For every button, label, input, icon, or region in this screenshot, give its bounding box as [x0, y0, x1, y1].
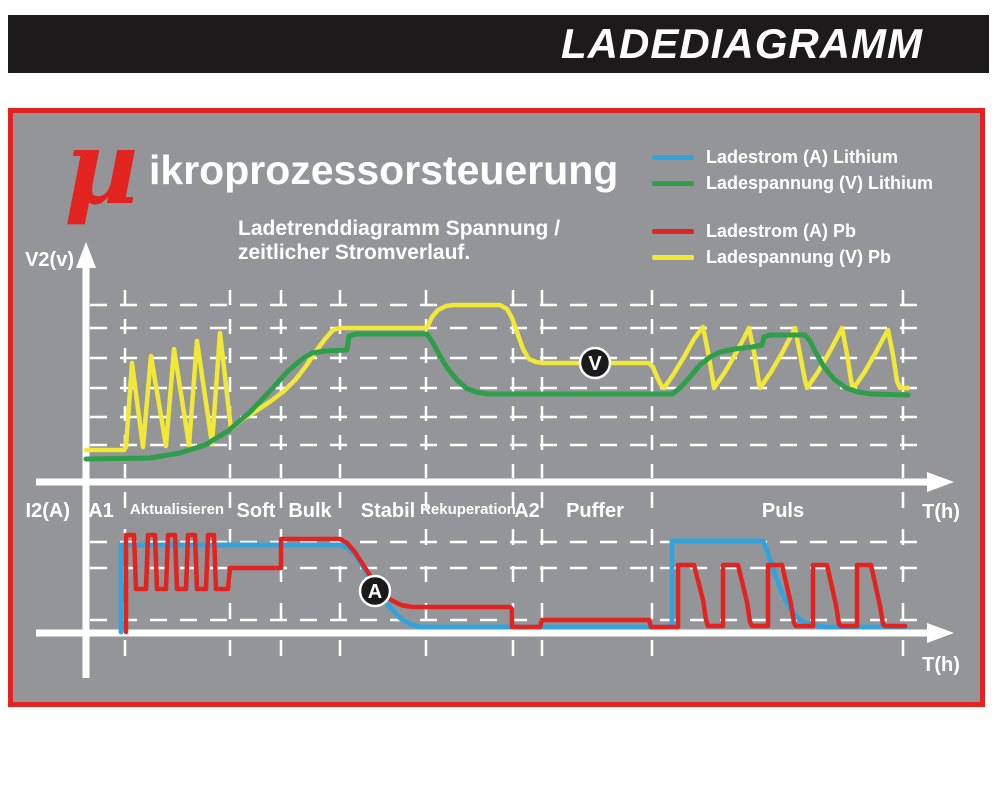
diagram-panel [8, 108, 985, 707]
phase-label-puffer: Puffer [566, 500, 624, 522]
axis-label-i2: I2(A) [25, 500, 70, 522]
legend-label: Ladespannung (V) Lithium [706, 172, 933, 193]
phase-label-puls: Puls [761, 500, 805, 522]
badge-v-label: V [588, 353, 602, 375]
phase-label-bulk: Bulk [288, 500, 332, 522]
banner-title: LADEDIAGRAMM [561, 20, 923, 67]
subtitle-line-1: Ladetrenddiagramm Spannung / [238, 217, 561, 240]
y-axis-arrow-icon [76, 242, 96, 268]
phase-label-soft: Soft [236, 500, 276, 522]
phase-label-stabil: Stabil [360, 500, 416, 522]
badge-a-label: A [367, 581, 383, 603]
subtitle-line-2: zeitlicher Stromverlauf. [238, 241, 471, 264]
curve-ladespannung-v-lithium [86, 334, 908, 459]
time-label-top: T(h) [922, 501, 960, 523]
legend-label: Ladespannung (V) Pb [706, 246, 892, 267]
legend-label: Ladestrom (A) Pb [706, 220, 857, 241]
legend-label: Ladestrom (A) Lithium [706, 146, 898, 167]
charts-svg [13, 108, 980, 702]
curve-ladestrom-a-pb [126, 535, 905, 632]
title-banner [8, 15, 989, 73]
mu-logo: µ [64, 108, 139, 228]
x-axis-bottom-arrow-icon [927, 623, 954, 643]
curves [86, 305, 908, 632]
panel-title: ikroprozessorsteuerung [149, 147, 619, 193]
axes [36, 242, 954, 678]
phase-label-rekuperation: Rekuperation [420, 501, 516, 518]
phase-label-aktualisieren: Aktualisieren [129, 501, 225, 518]
phase-label-a1: A1 [88, 500, 114, 522]
time-label-bottom: T(h) [922, 654, 960, 676]
chart-labels [25, 246, 960, 676]
phase-label-a2: A2 [514, 500, 540, 522]
axis-label-v2: V2(v) [25, 249, 74, 271]
x-axis-top-arrow-icon [927, 472, 954, 492]
